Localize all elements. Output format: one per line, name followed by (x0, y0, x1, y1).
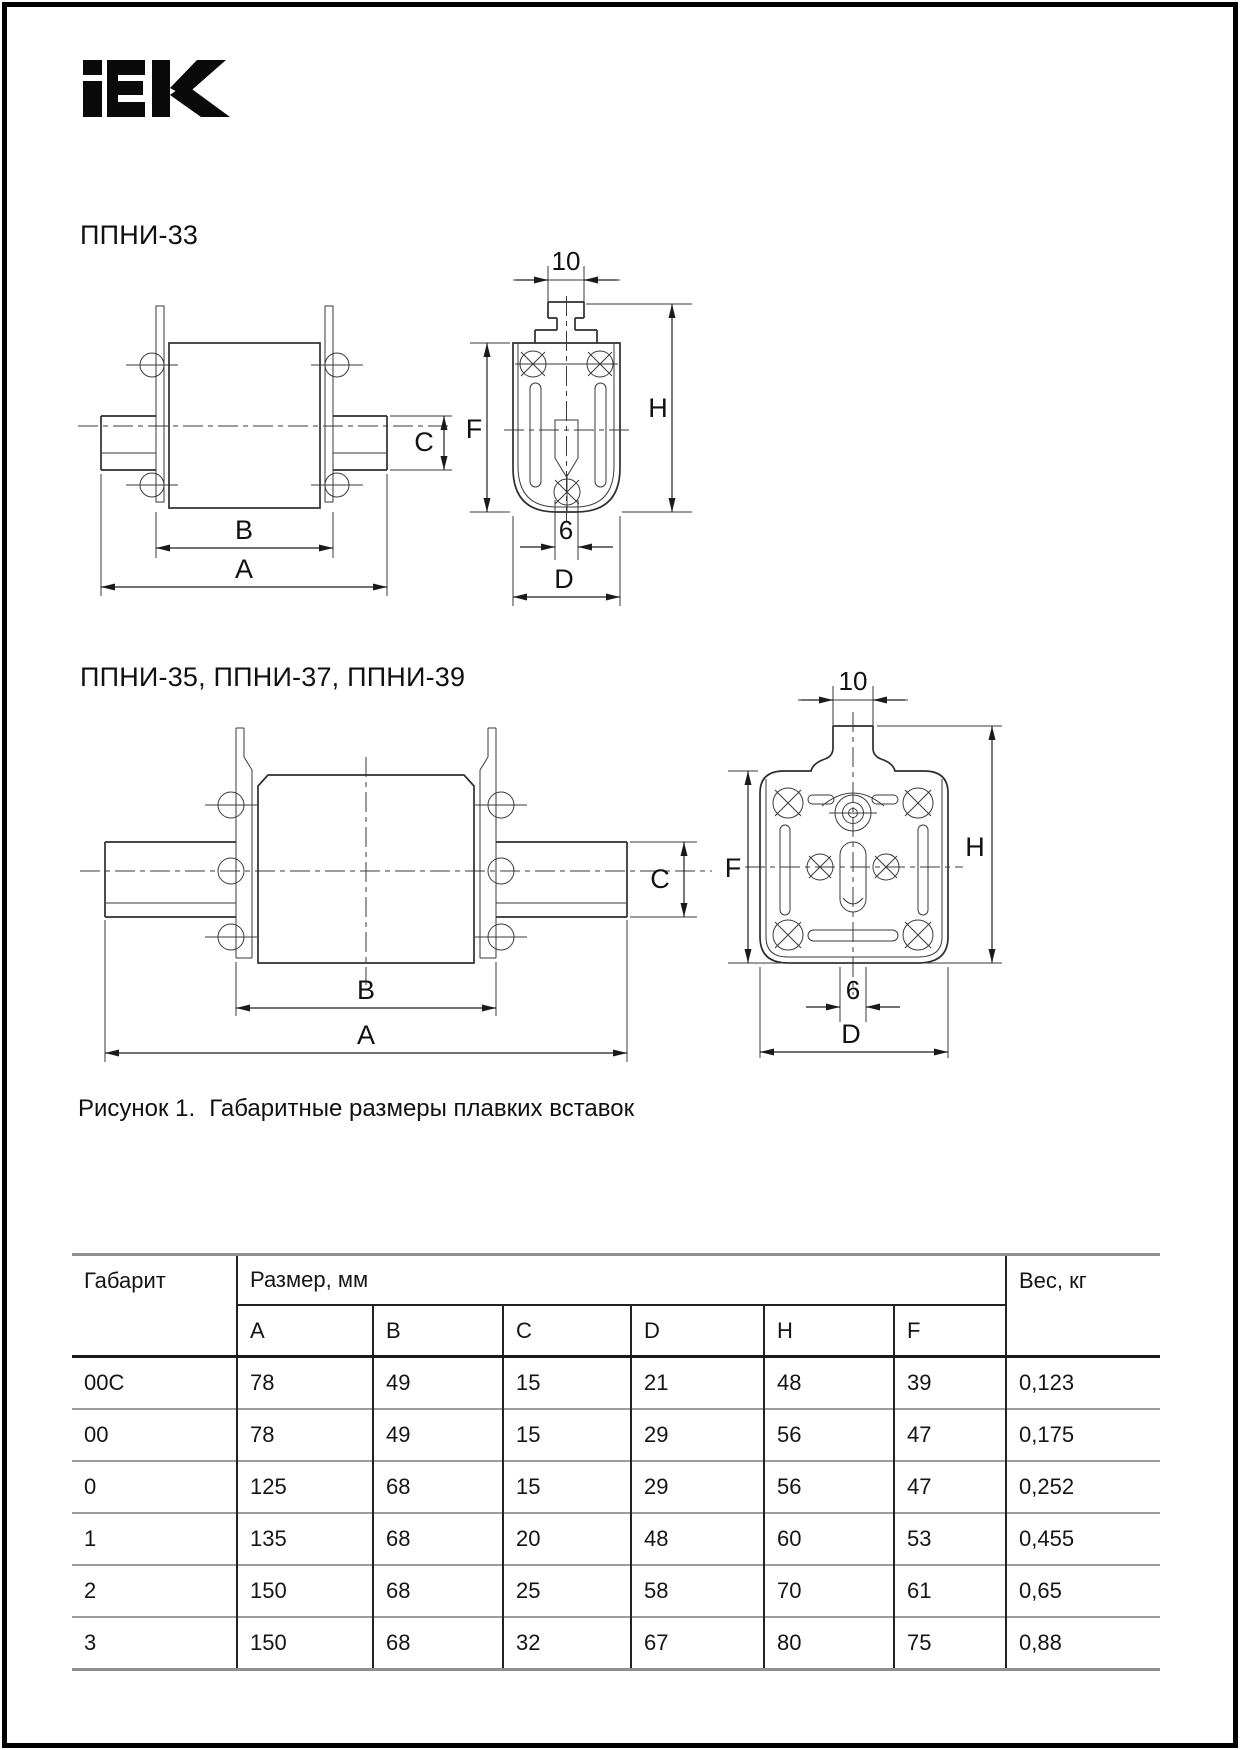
table-header-row-1 (72, 1255, 1160, 1306)
cell-D: 48 (631, 1513, 764, 1565)
cell-B: 68 (373, 1617, 503, 1670)
side-slot-left (780, 825, 790, 915)
cell-C: 20 (503, 1513, 631, 1565)
cell-F: 39 (894, 1357, 1006, 1410)
cell-D: 29 (631, 1409, 764, 1461)
logo-e-mid-bar (107, 81, 143, 95)
cell-F: 47 (894, 1409, 1006, 1461)
dim-F (466, 343, 510, 512)
table-row (72, 1565, 1160, 1617)
dim-label-H: H (965, 832, 985, 862)
cell-H: 48 (764, 1357, 894, 1410)
dim-6 (806, 967, 900, 1022)
cell-A: 78 (237, 1357, 373, 1410)
logo-k-lower-leg (170, 84, 230, 117)
cell-B: 49 (373, 1357, 503, 1410)
cell-weight: 0,123 (1006, 1357, 1160, 1410)
dim-label-B: B (356, 975, 376, 1005)
dim-B (156, 512, 333, 558)
dim-H (586, 304, 692, 512)
dim-label-10: 10 (838, 666, 868, 696)
col-header-D: D (631, 1305, 764, 1357)
indicator-tab-right (480, 728, 496, 958)
cell-D: 29 (631, 1461, 764, 1513)
cell-gabarit: 00 (72, 1409, 237, 1461)
dim-label-D: D (554, 564, 574, 594)
cell-H: 56 (764, 1461, 894, 1513)
drawing1-side-view (78, 306, 452, 596)
logo-i-stem (83, 81, 102, 117)
figure-caption-number: Рисунок 1. (78, 1095, 196, 1122)
cell-D: 67 (631, 1617, 764, 1670)
blade-left (105, 842, 236, 917)
drawing1-front-view (466, 246, 692, 606)
front-body-outline (760, 726, 948, 963)
cell-A: 125 (237, 1461, 373, 1513)
col-header-C: C (503, 1305, 631, 1357)
cell-B: 68 (373, 1565, 503, 1617)
dim-label-A: A (356, 1020, 376, 1050)
dimensions-table (72, 1253, 1160, 1671)
side-slot-right (918, 825, 928, 915)
front-slot-right (595, 383, 606, 487)
dim-label-F: F (465, 414, 483, 444)
dim-10 (513, 246, 620, 302)
figure-caption (78, 1095, 634, 1123)
cell-B: 68 (373, 1513, 503, 1565)
cell-weight: 0,88 (1006, 1617, 1160, 1670)
indicator-tab-left (236, 728, 252, 958)
cell-weight: 0,252 (1006, 1461, 1160, 1513)
cell-A: 150 (237, 1565, 373, 1617)
col-header-weight: Вес, кг (1006, 1255, 1160, 1357)
cell-C: 25 (503, 1565, 631, 1617)
col-header-size: Размер, мм (237, 1255, 1006, 1306)
figure-caption-text: Габаритные размеры плавких вставок (209, 1095, 635, 1122)
logo-i-dot (83, 60, 102, 75)
cell-H: 70 (764, 1565, 894, 1617)
cell-H: 56 (764, 1409, 894, 1461)
cell-C: 15 (503, 1461, 631, 1513)
cell-F: 53 (894, 1513, 1006, 1565)
blade-right (496, 842, 627, 917)
cell-gabarit: 0 (72, 1461, 237, 1513)
col-header-A: A (237, 1305, 373, 1357)
cell-A: 78 (237, 1409, 373, 1461)
dim-label-F: F (724, 853, 742, 883)
dim-C (630, 842, 697, 917)
clip-circles (126, 353, 363, 497)
drawing1-title: ППНИ-33 (80, 220, 199, 250)
cell-F: 61 (894, 1565, 1006, 1617)
dim-label-6: 6 (845, 975, 861, 1005)
dim-label-C: C (650, 864, 670, 894)
cell-D: 21 (631, 1357, 764, 1410)
cell-gabarit: 00C (72, 1357, 237, 1410)
cell-A: 135 (237, 1513, 373, 1565)
dim-label-C: C (414, 427, 434, 457)
dim-label-6: 6 (558, 515, 574, 545)
cell-B: 68 (373, 1461, 503, 1513)
cell-weight: 0,65 (1006, 1565, 1160, 1617)
cell-D: 58 (631, 1565, 764, 1617)
table-row (72, 1357, 1160, 1410)
drawing2 (75, 655, 1015, 1080)
blade-right (333, 416, 387, 470)
dim-label-B: B (234, 515, 254, 545)
cell-gabarit: 2 (72, 1565, 237, 1617)
logo-e-top-bar (107, 60, 145, 75)
dim-label-10: 10 (551, 246, 581, 276)
table-row (72, 1461, 1160, 1513)
logo-k-stem (152, 60, 170, 117)
cell-C: 15 (503, 1409, 631, 1461)
col-header-B: B (373, 1305, 503, 1357)
cell-C: 32 (503, 1617, 631, 1670)
drawing2-side-view (80, 728, 712, 1062)
col-header-F: F (894, 1305, 1006, 1357)
drawing2-front-view (725, 666, 1002, 1058)
drawing2-title: ППНИ-35, ППНИ-37, ППНИ-39 (80, 662, 466, 692)
cell-C: 15 (503, 1357, 631, 1410)
iek-logo (80, 55, 220, 117)
blade-left (101, 416, 156, 470)
col-header-gabarit: Габарит (72, 1255, 237, 1357)
logo-e-bottom-bar (107, 102, 145, 117)
cell-gabarit: 1 (72, 1513, 237, 1565)
indicator-tab-right (325, 306, 333, 502)
table-row (72, 1513, 1160, 1565)
cell-H: 60 (764, 1513, 894, 1565)
table-row (72, 1409, 1160, 1461)
cell-gabarit: 3 (72, 1617, 237, 1670)
dim-label-A: A (234, 554, 254, 584)
cell-B: 49 (373, 1409, 503, 1461)
cell-F: 47 (894, 1461, 1006, 1513)
indicator-tab-left (156, 306, 164, 502)
drawing1 (75, 235, 715, 610)
iek-logo-glyphs (83, 60, 230, 117)
cell-A: 150 (237, 1617, 373, 1670)
cell-F: 75 (894, 1617, 1006, 1670)
col-header-H: H (764, 1305, 894, 1357)
cell-H: 80 (764, 1617, 894, 1670)
dim-H (877, 726, 1002, 963)
front-slot-left (530, 383, 541, 487)
dim-C (390, 416, 452, 470)
dim-label-H: H (648, 393, 668, 423)
dim-label-D: D (841, 1019, 861, 1049)
cell-weight: 0,175 (1006, 1409, 1160, 1461)
cell-weight: 0,455 (1006, 1513, 1160, 1565)
table-row (72, 1617, 1160, 1670)
